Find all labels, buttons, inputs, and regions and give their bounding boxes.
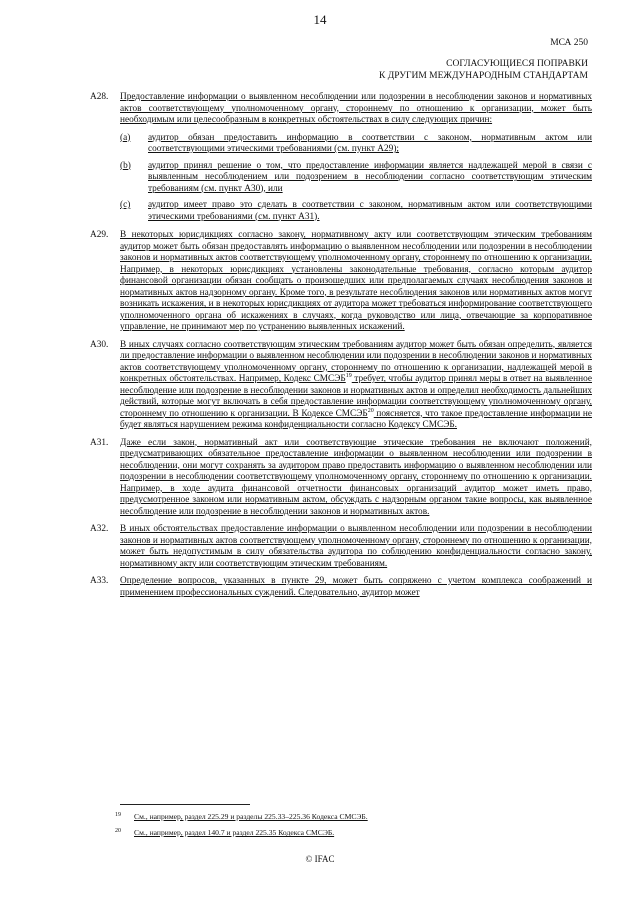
- footnote: [115, 812, 600, 822]
- footnote-text: См., например, раздел 225.29 и разделы 225.33–225.36 Кодекса СМСЭБ.: [134, 812, 368, 821]
- footnote-text: См., например, раздел 140.7 и раздел 225.35 Кодекса СМСЭБ.: [134, 828, 335, 837]
- paragraph-number: A29.: [90, 230, 109, 240]
- paragraph-number: A32.: [90, 524, 109, 534]
- page-number: 14: [313, 12, 327, 27]
- paragraph-number: A33.: [90, 576, 109, 586]
- list-item-label: (b): [120, 160, 131, 171]
- paragraph-text: поясняется, что такое предоставление информации не будет являться нарушением режима конфиденциальности согласно Кодексу СМСЭБ.: [120, 408, 592, 430]
- paragraph-number: A30.: [90, 339, 109, 350]
- list-item: [120, 132, 592, 156]
- list-item-text: аудитор принял решение о том, что предоставление информации является надлежащей мерой в связи с выявленным несоблюдением или подозрением в несоблюдении согласно соответствующим этическим требованиям (см. пункт A30), или: [148, 160, 592, 194]
- paragraph-a30: [90, 339, 592, 432]
- document-code: МСА 250: [550, 38, 588, 48]
- paragraph-text: требует, чтобы аудитор принял меры в ответ на выявленное несоблюдение или подозрение в несоблюдении законов и нормативных актов и определил необходимость дальнейших действий, которые могут включать в себя предоставление информации соответствующему уполномоченному органу, стороннему по отношению к организации. В Кодексе СМСЭБ: [120, 374, 592, 419]
- footnote-mark: 20: [115, 828, 121, 834]
- list-item: [120, 160, 592, 196]
- document-body: [90, 92, 592, 605]
- list-item-label: (a): [120, 132, 131, 143]
- footnote-ref[interactable]: 20: [367, 407, 374, 414]
- list-item-label: (c): [120, 200, 131, 210]
- paragraph-text: В иных случаях согласно соответствующим этическим требованиям аудитор может быть обязан определить, является ли предоставление информации о выявленном несоблюдении или подозрении в несоблюдении законов и нормативных актов соответствующему уполномоченному органу, стороннему по отношению к организации, надлежащей мерой в конкретных обстоятельствах. Например, Кодекс СМСЭБ: [120, 339, 592, 384]
- footnote-mark: 19: [115, 812, 121, 818]
- list-item-text: аудитор обязан предоставить информацию в соответствии с законом, нормативным актом или соответствующими этическими требованиями (см. пункт A29);: [148, 132, 592, 154]
- paragraph-a31: [90, 437, 592, 519]
- paragraph-text: Предоставление информации о выявленном несоблюдении или подозрении в несоблюдении законов и нормативных актов соответствующему уполномоченному органу, стороннему по отношению к организации, может быть необходимым или целесообразным в конкретных обстоятельствах в силу следующих причин:: [120, 92, 592, 125]
- running-head: [379, 58, 588, 82]
- paragraph-text: В иных обстоятельствах предоставление информации о выявленном несоблюдении или подозрении в несоблюдении законов и нормативных актов соответствующему уполномоченному органу, стороннему по отношению к организации, может быть недопустимым в силу обязательства аудитора по соблюдению конфиденциальности согласно закону, нормативному акту или соответствующим этическим требованиям.: [120, 524, 592, 569]
- paragraph-number: A28.: [90, 92, 109, 102]
- paragraph-text: Определение вопросов, указанных в пункте 29, может быть сопряжено с учетом комплекса соображений и применением профессиональных суждений. Следовательно, аудитор может: [120, 576, 592, 598]
- running-head-line-1: СОГЛАСУЮЩИЕСЯ ПОПРАВКИ: [446, 59, 588, 69]
- footnote-separator: [120, 804, 250, 805]
- running-head-line-2: К ДРУГИМ МЕЖДУНАРОДНЫМ СТАНДАРТАМ: [379, 71, 588, 81]
- list-item: [120, 200, 592, 223]
- footnote: [115, 828, 600, 838]
- paragraph-text: Даже если закон, нормативный акт или соответствующие этические требования не включают положений, предусматривающих обязательное предоставление информации о выявленном несоблюдении или подозрении в несоблюдении, они могут сохранять за аудитором право предоставить информацию о выявленном несоблюдении или подозрении в несоблюдении соответствующему уполномоченному органу, стороннему по отношению к организации. Например, в ходе аудита финансовой отчетности финансовых организаций аудитор может иметь право, предусмотренное законом или нормативным актом, обсуждать с надзорным органом такие вопросы, как выявленное несоблюдение или подозрение в несоблюдении законов и нормативных актов.: [120, 437, 592, 517]
- paragraph-a33: [90, 576, 592, 599]
- copyright-footer: © IFAC: [305, 854, 335, 864]
- list-item-text: аудитор имеет право это сделать в соответствии с законом, нормативным актом или соответствующими этическими требованиями (см. пункт A31).: [148, 200, 592, 222]
- paragraph-text: В некоторых юрисдикциях согласно закону, нормативному акту или соответствующим этическим требованиям аудитор может быть обязан предоставлять информацию о выявленном несоблюдении или подозрении в несоблюдении законов и нормативных актов соответствующему уполномоченному органу, стороннему по отношению к организации. Например, в некоторых юрисдикциях установлены законодательные требования, согласно которым аудитор финансовой организации обязан сообщать о произошедших или предполагаемых случаях несоблюдения законов и нормативных актов надзорному органу. Кроме того, в результате несоблюдения законов или нормативных актов могут возникать искажения, и в некоторых юрисдикциях от аудитора может требоваться информирование соответствующего уполномоченного органа об искажениях в случаях, когда руководство или лица, отвечающие за корпоративное управление, не принимают мер по устранению выявленных искажений.: [120, 230, 592, 332]
- paragraph-a29: [90, 230, 592, 334]
- paragraph-a32: [90, 524, 592, 570]
- paragraph-number: A31.: [90, 437, 109, 448]
- paragraph-a28: [90, 92, 592, 127]
- footnote-ref[interactable]: 19: [345, 372, 352, 379]
